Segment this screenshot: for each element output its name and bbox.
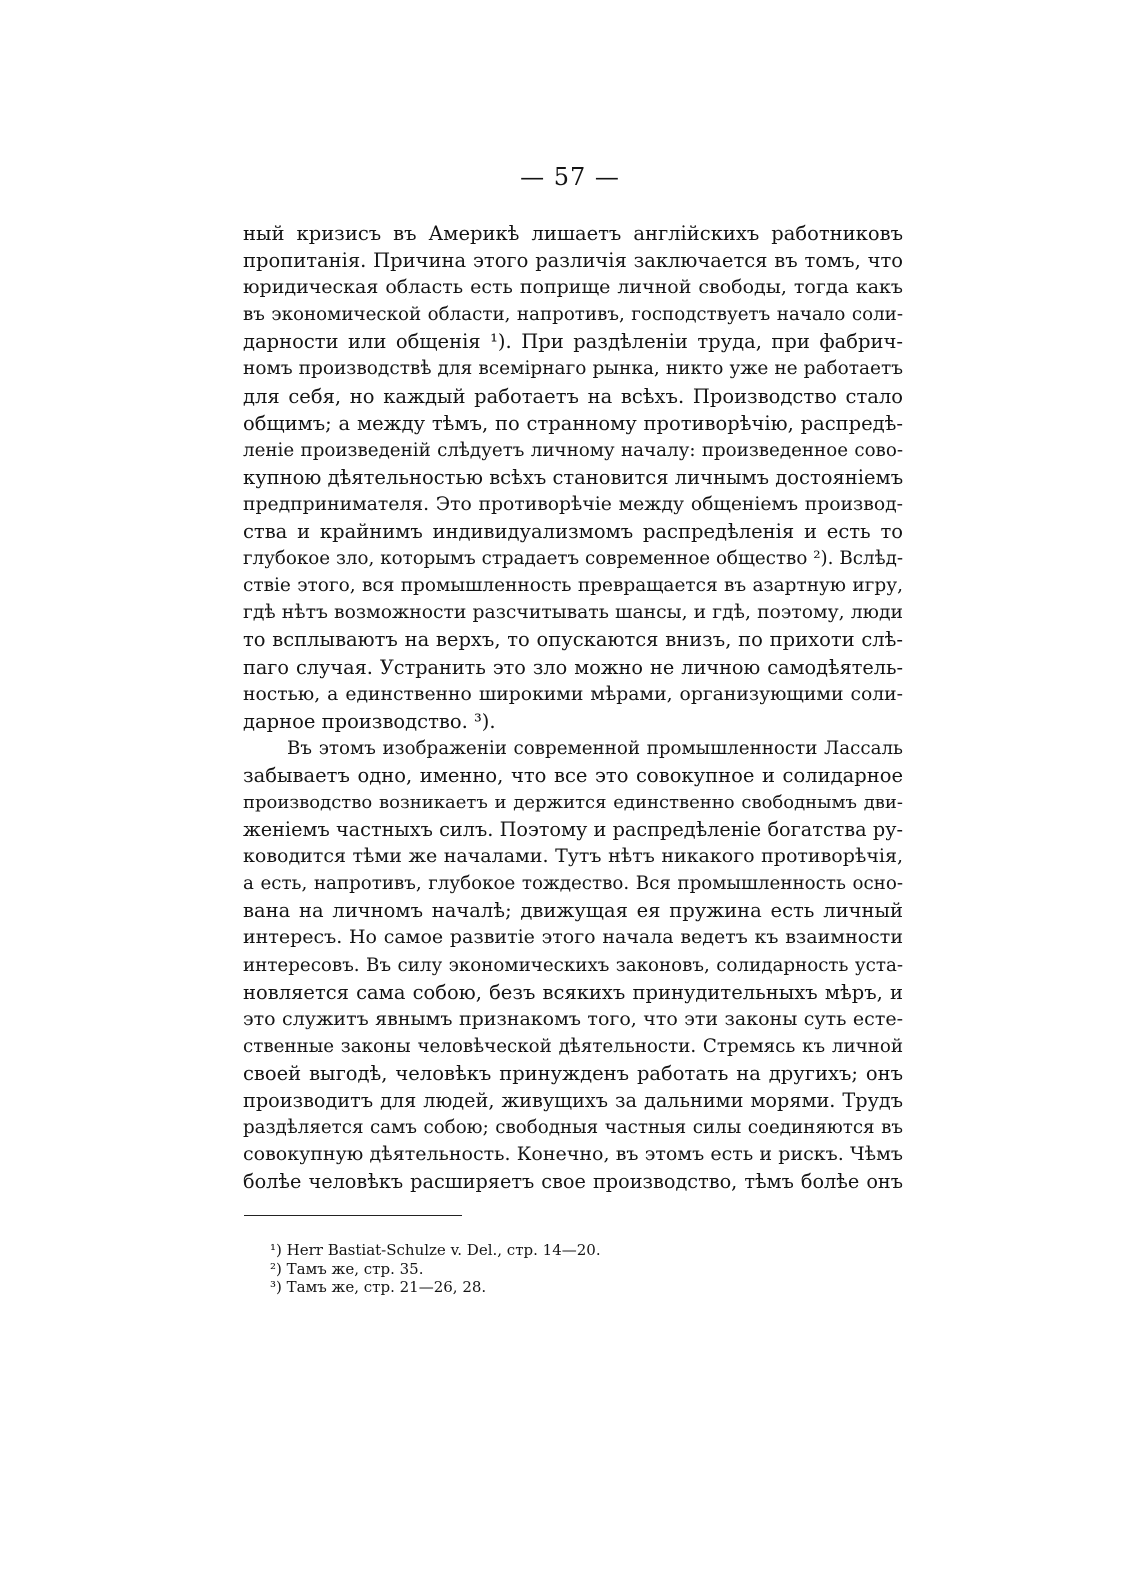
footnote-1: ¹) Herr Bastiat-Schulze v. Del., стр. 14—20. [270, 1241, 601, 1259]
text-line: предпринимателя. Это противорѣчіе между общеніемъ производ- [243, 493, 903, 515]
text-line: для себя, но каждый работаетъ на всѣхъ. Производство стало [243, 384, 903, 408]
text-line: своей выгодѣ, человѣкъ принужденъ работать на другихъ; онъ [243, 1061, 903, 1085]
text-line: ства и крайнимъ индивидуализмомъ распредѣленія и есть то [243, 520, 903, 544]
page-number: — 57 — [520, 163, 620, 191]
footnote-3: ³) Тамъ же, стр. 21—26, 28. [270, 1278, 487, 1296]
text-line: новляется сама собою, безъ всякихъ принудительныхъ мѣръ, и [243, 980, 903, 1004]
paragraph-1 [243, 220, 903, 735]
text-line: раздѣляется самъ собою; свободныя частныя силы соединяются въ [243, 1117, 903, 1139]
text-line: номъ производствѣ для всемірнаго рынка, никто уже не работаетъ [243, 358, 903, 380]
footnotes [270, 1241, 870, 1297]
text-line: дарности или общенія ¹). При раздѣленіи труда, при фабрич- [243, 330, 903, 354]
text-line: дарное производство. ³). [243, 709, 496, 733]
text-line: ственные законы человѣческой дѣятельности. Стремясь къ личной [243, 1035, 903, 1057]
text-line: ностью, а единственно широкими мѣрами, организующими соли- [243, 683, 903, 705]
text-line: ководится тѣми же началами. Тутъ нѣтъ никакого противорѣчія, [243, 845, 903, 868]
text-line: вана на личномъ началѣ; движущая ея пружина есть личный [243, 899, 903, 923]
text-line: ствіе этого, вся промышленность превращается въ азартную игру, [243, 575, 903, 597]
text-line: глубокое зло, которымъ страдаетъ современное общество ²). Вслѣд- [243, 548, 903, 570]
text-line: забываетъ одно, именно, что все это совокупное и солидарное [243, 763, 903, 787]
text-line: совокупную дѣятельность. Конечно, въ этомъ есть и рискъ. Чѣмъ [243, 1143, 903, 1166]
text-line: производство возникаетъ и держится единственно свободнымъ дви- [243, 791, 903, 813]
text-line: Въ этомъ изображеніи современной промышленности Лассаль [287, 737, 903, 759]
body-text [243, 220, 903, 1195]
text-line: это служитъ явнымъ признакомъ того, что эти законы суть есте- [243, 1007, 903, 1030]
text-line: болѣе человѣкъ расширяетъ свое производство, тѣмъ болѣе онъ [243, 1170, 903, 1194]
text-line: общимъ; а между тѣмъ, по странному противорѣчію, распредѣ- [243, 411, 903, 435]
text-line: гдѣ нѣтъ возможности разсчитывать шансы, и гдѣ, поэтому, люди [243, 602, 903, 624]
text-line: юридическая область есть поприще личной свободы, тогда какъ [243, 276, 903, 299]
text-line: интересовъ. Въ силу экономическихъ законовъ, солидарность уста- [243, 954, 903, 976]
text-line: женіемъ частныхъ силъ. Поэтому и распредѣленіе богатства ру- [243, 818, 903, 842]
text-line: то всплываютъ на верхъ, то опускаются внизъ, по прихоти слѣ- [243, 628, 903, 652]
text-line: производитъ для людей, живущихъ за дальними морями. Трудъ [243, 1089, 903, 1112]
footnote-2: ²) Тамъ же, стр. 35. [270, 1259, 424, 1278]
text-line: а есть, напротивъ, глубокое тождество. Вся промышленность осно- [243, 873, 903, 895]
text-line: ный кризисъ въ Америкѣ лишаетъ англійскихъ работниковъ [243, 222, 903, 245]
footnote-divider [244, 1215, 462, 1216]
paragraph-2 [243, 735, 903, 1196]
text-line: паго случая. Устранить это зло можно не личною самодѣятель- [243, 655, 903, 679]
text-line: леніе произведеній слѣдуетъ личному началу: произведенное сово- [243, 439, 903, 461]
text-line: интересъ. Но самое развитіе этого начала ведетъ къ взаимности [243, 926, 903, 949]
text-line: въ экономической области, напротивъ, господствуетъ начало соли- [243, 304, 903, 326]
text-line: пропитанія. Причина этого различія заключается въ томъ, что [243, 249, 903, 273]
text-line: купною дѣятельностью всѣхъ становится личнымъ достояніемъ [243, 465, 903, 489]
